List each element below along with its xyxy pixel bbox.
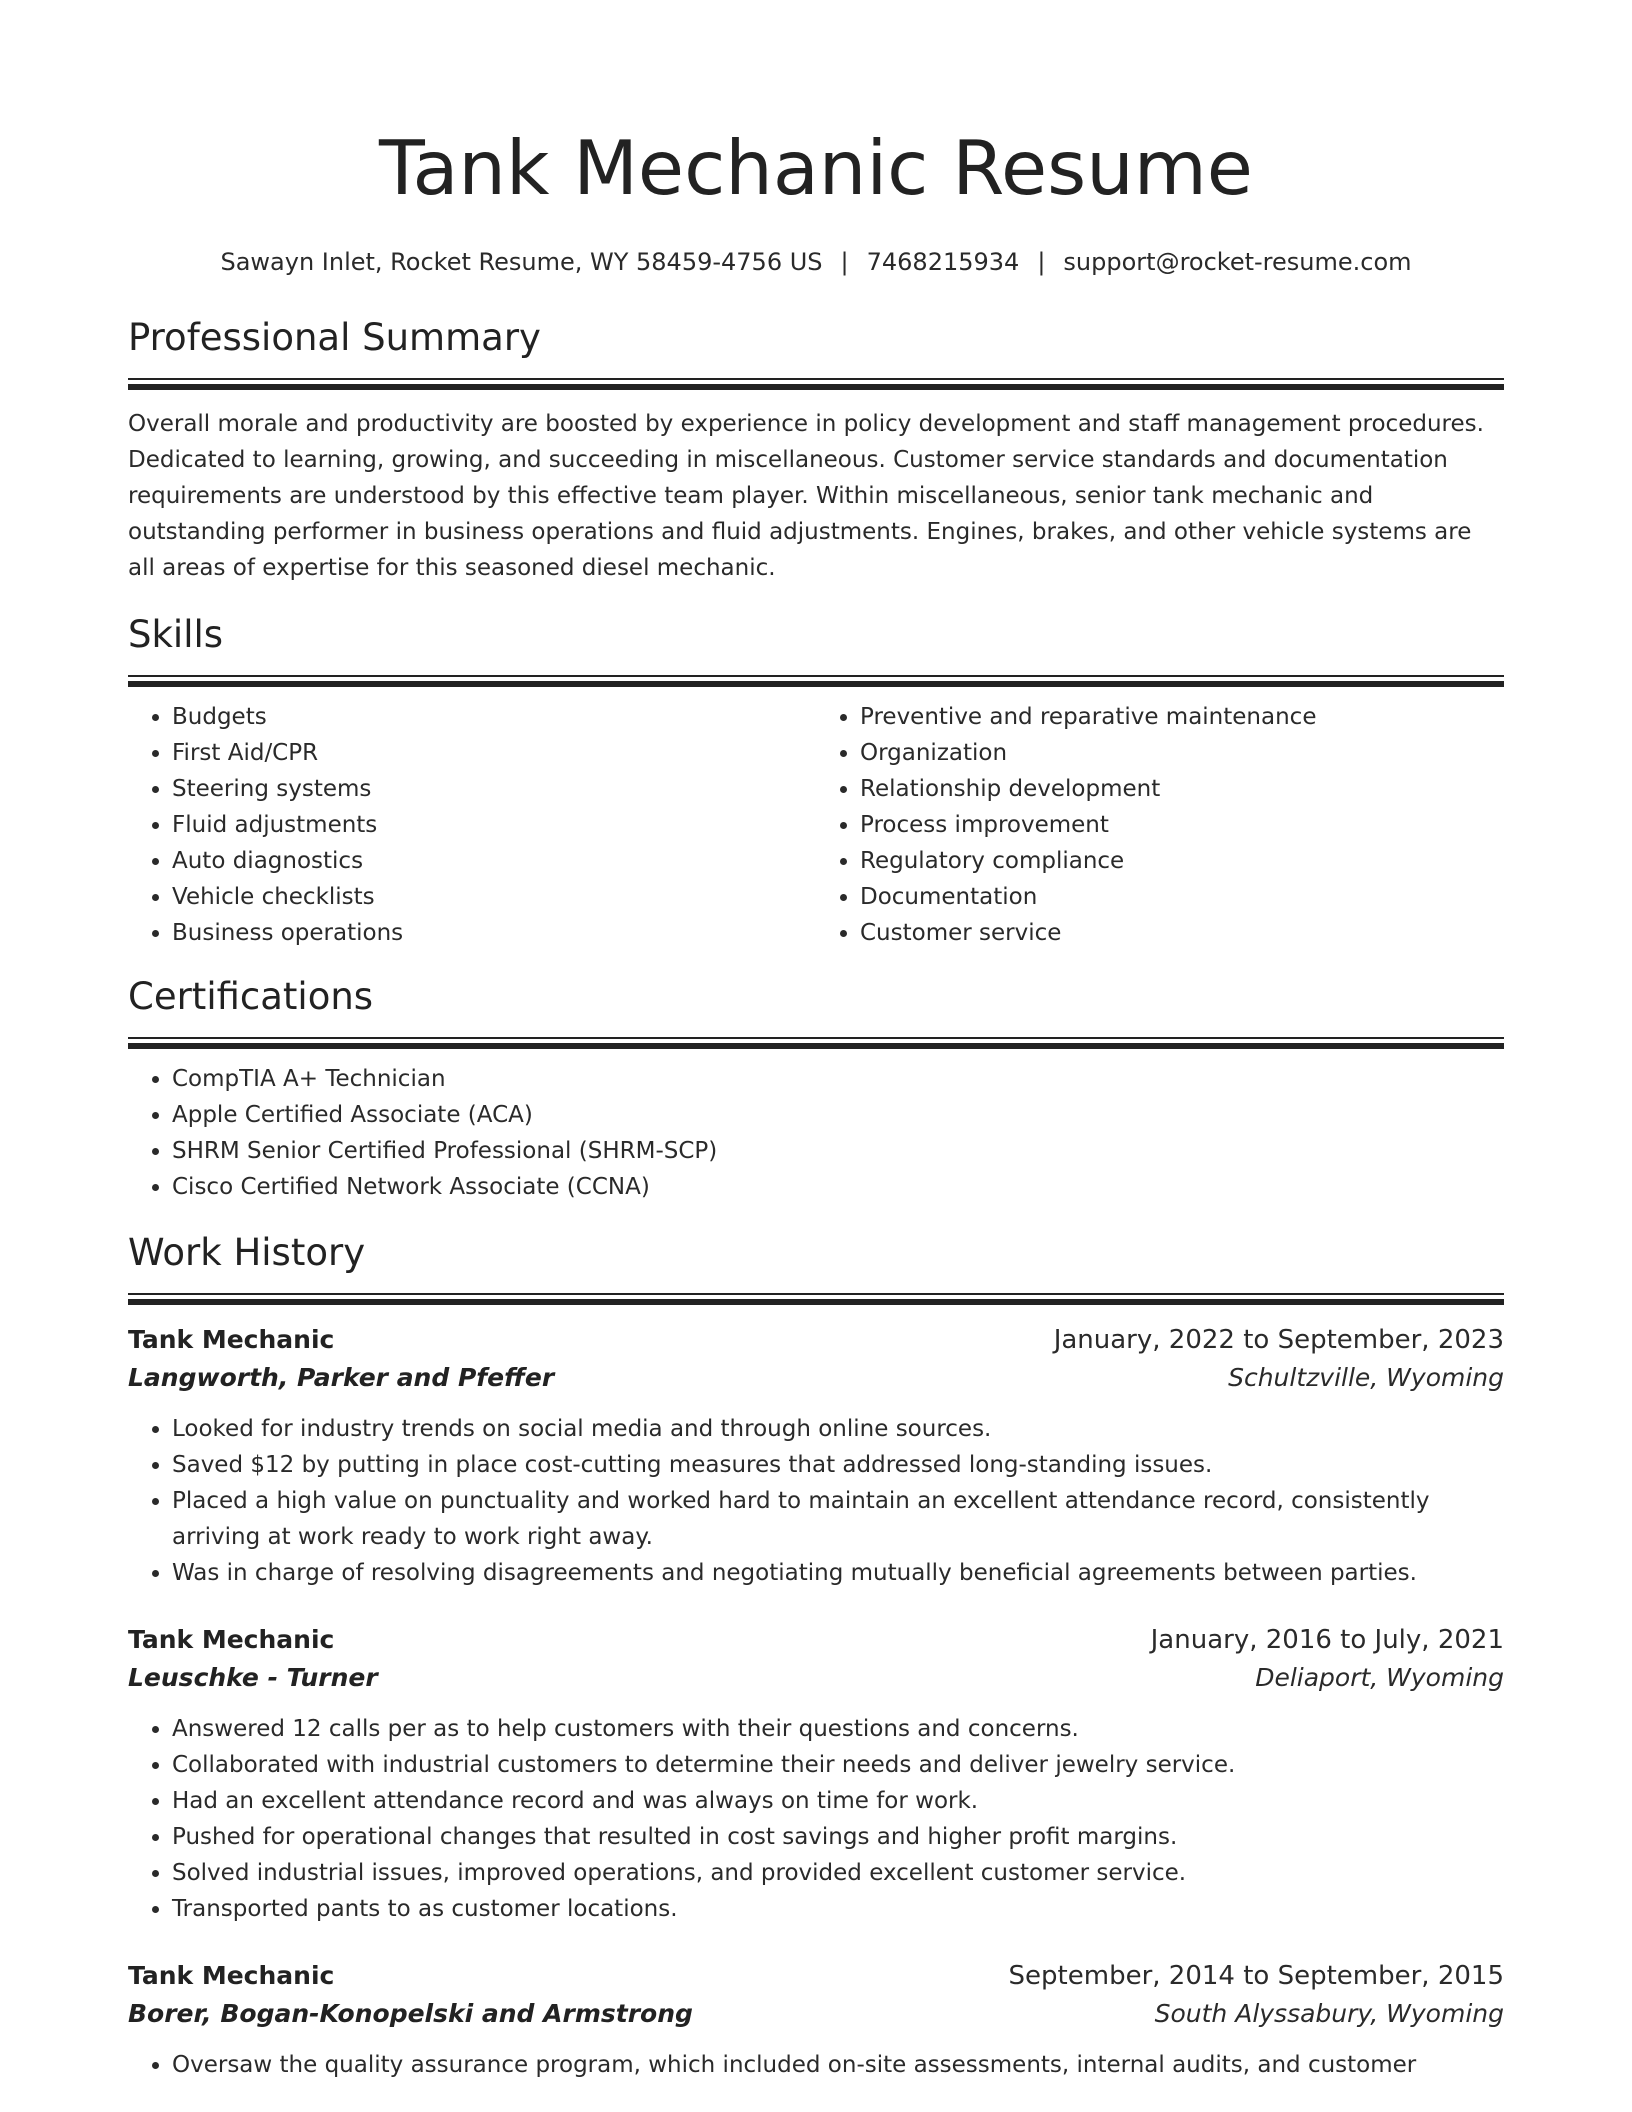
- job-header-row: [128, 1957, 1504, 1995]
- job-bullets: [128, 1411, 1504, 1591]
- summary-section: [128, 312, 1504, 586]
- skill-item: • Business operations: [172, 915, 816, 951]
- certification-item: • Apple Certified Associate (ACA): [172, 1097, 1504, 1133]
- skills-list-left: [128, 699, 816, 951]
- certifications-heading: Certifications: [128, 975, 374, 1018]
- resume-title: Tank Mechanic Resume: [379, 124, 1253, 212]
- skill-item: • Budgets: [172, 699, 816, 735]
- job-bullet: • Collaborated with industrial customers to determine their needs and deliver jewelry service.: [172, 1747, 1504, 1783]
- job-title: Tank Mechanic: [128, 1961, 335, 1990]
- skill-item: • Auto diagnostics: [172, 843, 816, 879]
- certification-item: • CompTIA A+ Technician: [172, 1061, 1504, 1097]
- skills-heading: Skills: [128, 613, 224, 656]
- job-entry: [128, 1957, 1504, 2083]
- job-bullet: • Answered 12 calls per as to help customers with their questions and concerns.: [172, 1711, 1504, 1747]
- skill-item: • Steering systems: [172, 771, 816, 807]
- skill-item: • Process improvement: [860, 807, 1504, 843]
- job-bullet: • Placed a high value on punctuality and worked hard to maintain an excellent attendance record, consistently arriving at work ready to work right away.: [172, 1483, 1504, 1555]
- job-dates: January, 2016 to July, 2021: [1150, 1625, 1504, 1655]
- job-bullets: [128, 2047, 1504, 2083]
- contact-phone: 7468215934: [866, 248, 1020, 276]
- job-company-row: [128, 1995, 1504, 2033]
- summary-heading: Professional Summary: [128, 316, 541, 359]
- job-bullet: • Had an excellent attendance record and was always on time for work.: [172, 1783, 1504, 1819]
- skills-list-right: [816, 699, 1504, 951]
- contact-address: Sawayn Inlet, Rocket Resume, WY 58459-4756 US: [220, 248, 823, 276]
- certification-item: • SHRM Senior Certified Professional (SHRM-SCP): [172, 1133, 1504, 1169]
- contact-separator: |: [1037, 248, 1046, 276]
- section-divider: [128, 1293, 1504, 1307]
- skills-columns: [128, 699, 1504, 951]
- job-dates: January, 2022 to September, 2023: [1053, 1325, 1504, 1355]
- skill-item: • Vehicle checklists: [172, 879, 816, 915]
- job-bullet: • Transported pants to as customer locations.: [172, 1891, 1504, 1927]
- skill-item: • Preventive and reparative maintenance: [860, 699, 1504, 735]
- skill-item: • First Aid/CPR: [172, 735, 816, 771]
- job-title: Tank Mechanic: [128, 1625, 335, 1654]
- summary-text: Overall morale and productivity are boosted by experience in policy development and staff management procedures. Dedicated to learning, growing, and succeeding in miscellaneous. Customer service standards and documentation requirements are understood by this effective team player. Within miscellaneous, senior tank mechanic and outstanding performer in business operations and fluid adjustments. Engines, brakes, and other vehicle systems are all areas of expertise for this seasoned diesel mechanic.: [128, 411, 1484, 581]
- job-company-row: [128, 1659, 1504, 1697]
- skill-item: • Customer service: [860, 915, 1504, 951]
- contact-separator: |: [840, 248, 849, 276]
- skill-item: • Relationship development: [860, 771, 1504, 807]
- job-entry: [128, 1621, 1504, 1927]
- section-divider: [128, 675, 1504, 689]
- job-company: Borer, Bogan-Konopelski and Armstrong: [128, 1999, 693, 2028]
- job-bullet: • Solved industrial issues, improved operations, and provided excellent customer service.: [172, 1855, 1504, 1891]
- job-company: Langworth, Parker and Pfeffer: [128, 1363, 555, 1392]
- work-history-section: [128, 1227, 1504, 2083]
- job-location: Deliaport, Wyoming: [1255, 1663, 1504, 1692]
- certification-item: • Cisco Certified Network Associate (CCNA): [172, 1169, 1504, 1205]
- skill-item: • Organization: [860, 735, 1504, 771]
- section-divider: [128, 378, 1504, 392]
- job-header-row: [128, 1321, 1504, 1359]
- contact-email: support@rocket-resume.com: [1063, 248, 1412, 276]
- job-company: Leuschke - Turner: [128, 1663, 378, 1692]
- skill-item: • Fluid adjustments: [172, 807, 816, 843]
- job-company-row: [128, 1359, 1504, 1397]
- job-location: Schultzville, Wyoming: [1228, 1363, 1504, 1392]
- job-location: South Alyssabury, Wyoming: [1154, 1999, 1504, 2028]
- certifications-list: [128, 1061, 1504, 1205]
- job-bullet: • Pushed for operational changes that resulted in cost savings and higher profit margins.: [172, 1819, 1504, 1855]
- job-bullet: • Oversaw the quality assurance program, which included on-site assessments, internal audits, and customer: [172, 2047, 1504, 2083]
- job-bullet: • Looked for industry trends on social media and through online sources.: [172, 1411, 1504, 1447]
- job-header-row: [128, 1621, 1504, 1659]
- skills-section: [128, 609, 1504, 951]
- job-title: Tank Mechanic: [128, 1325, 335, 1354]
- job-bullet: • Was in charge of resolving disagreements and negotiating mutually beneficial agreements between parties.: [172, 1555, 1504, 1591]
- contact-line: [128, 244, 1504, 280]
- skill-item: • Regulatory compliance: [860, 843, 1504, 879]
- section-divider: [128, 1037, 1504, 1051]
- resume-page: [128, 0, 1504, 2083]
- job-dates: September, 2014 to September, 2015: [1008, 1961, 1504, 1991]
- certifications-section: [128, 971, 1504, 1205]
- work-history-heading: Work History: [128, 1231, 366, 1274]
- skill-item: • Documentation: [860, 879, 1504, 915]
- job-entry: [128, 1321, 1504, 1591]
- job-bullet: • Saved $12 by putting in place cost-cutting measures that addressed long-standing issues.: [172, 1447, 1504, 1483]
- job-bullets: [128, 1711, 1504, 1927]
